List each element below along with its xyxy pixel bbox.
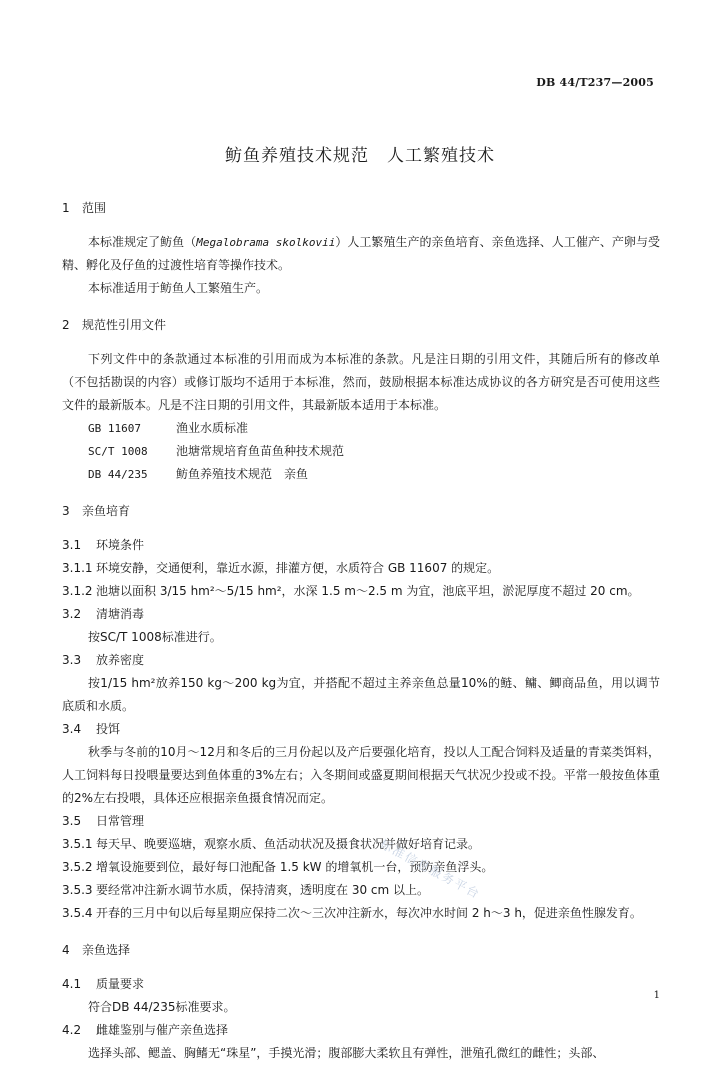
paragraph: 符合DB 44/235标准要求。	[88, 1000, 236, 1014]
subsection-heading: 4.1 质量要求	[62, 977, 145, 991]
subsection-heading: 4.2 雌雄鉴别与催产亲鱼选择	[62, 1023, 229, 1037]
subsection-heading: 3.1 环境条件	[62, 538, 145, 552]
clause: 3.5.4 开春的三月中旬以后每星期应保持二次～三次冲注新水，每次冲水时间 2 h～3 h，促进亲鱼性腺发育。	[62, 906, 642, 920]
clause: 3.5.1 每天早、晚要巡塘，观察水质、鱼活动状况及摄食状况并做好培育记录。	[62, 837, 481, 851]
latin-name: Megalobrama skolkovii	[196, 236, 336, 249]
paragraph: 秋季与冬前的10月～12月和冬后的三月份起以及产后要强化培育，投以人工配合饲料及适量的青菜类饵料，人工饲料每日投喂量要达到鱼体重的3%左右；入冬期间或盛夏期间根据天气状况少投或不投。平常一般按鱼体重的2%左右投喂，具体还应根据亲鱼摄食情况而定。	[62, 745, 660, 805]
paragraph: 本标准规定了鲂鱼（Megalobrama skolkovii）人工繁殖生产的亲鱼培育、亲鱼选择、人工催产、产卵与受精、孵化及仔鱼的过渡性培育等操作技术。	[62, 235, 660, 272]
paragraph: 按1/15 hm²放养150 kg～200 kg为宜，并搭配不超过主养亲鱼总量10%的鲢、鳙、鲫商品鱼，用以调节底质和水质。	[62, 676, 660, 713]
clause: 3.1.2 池塘以面积 3/15 hm²～5/15 hm²，水深 1.5 m～2.5 m 为宜，池底平坦，淤泥厚度不超过 20 cm。	[62, 584, 640, 598]
paragraph: 按SC/T 1008标准进行。	[88, 630, 222, 644]
paragraph: 选择头部、鳃盖、胸鳍无“珠星”，手摸光滑；腹部膨大柔软且有弹性，泄殖孔微红的雌性；头部、	[88, 1046, 605, 1060]
standard-code: DB 44/T237—2005	[536, 76, 654, 89]
subsection-heading: 3.4 投饵	[62, 722, 121, 736]
reference-item: DB 44/235 鲂鱼养殖技术规范 亲鱼	[88, 467, 309, 481]
clause: 3.5.3 要经常冲注新水调节水质，保持清爽，透明度在 30 cm 以上。	[62, 883, 430, 897]
watermark: 标准信息服务平台	[377, 836, 483, 902]
document-title: 鲂鱼养殖技术规范 人工繁殖技术	[225, 146, 495, 166]
reference-item: SC/T 1008 池塘常规培育鱼苗鱼种技术规范	[88, 444, 345, 458]
page-number: 1	[653, 990, 660, 1001]
subsection-heading: 3.2 清塘消毒	[62, 607, 145, 621]
section-heading: 1 范围	[62, 201, 107, 215]
clause: 3.5.2 增氧设施要到位，最好每口池配备 1.5 kW 的增氧机一台，预防亲鱼浮头。	[62, 860, 494, 874]
subsection-heading: 3.3 放养密度	[62, 653, 145, 667]
paragraph: 下列文件中的条款通过本标准的引用而成为本标准的条款。凡是注日期的引用文件，其随后所有的修改单（不包括勘误的内容）或修订版均不适用于本标准，然而，鼓励根据本标准达成协议的各方研究是否可使用这些文件的最新版本。凡是不注日期的引用文件，其最新版本适用于本标准。	[62, 352, 660, 412]
clause: 3.1.1 环境安静，交通便利，靠近水源，排灌方便，水质符合 GB 11607 的规定。	[62, 561, 500, 575]
paragraph: 本标准适用于鲂鱼人工繁殖生产。	[88, 281, 269, 295]
section-heading: 4 亲鱼选择	[62, 943, 131, 957]
document-body	[62, 197, 660, 1065]
subsection-heading: 3.5 日常管理	[62, 814, 145, 828]
section-heading: 2 规范性引用文件	[62, 318, 167, 332]
section-heading: 3 亲鱼培育	[62, 504, 131, 518]
reference-item: GB 11607 渔业水质标准	[88, 421, 249, 435]
